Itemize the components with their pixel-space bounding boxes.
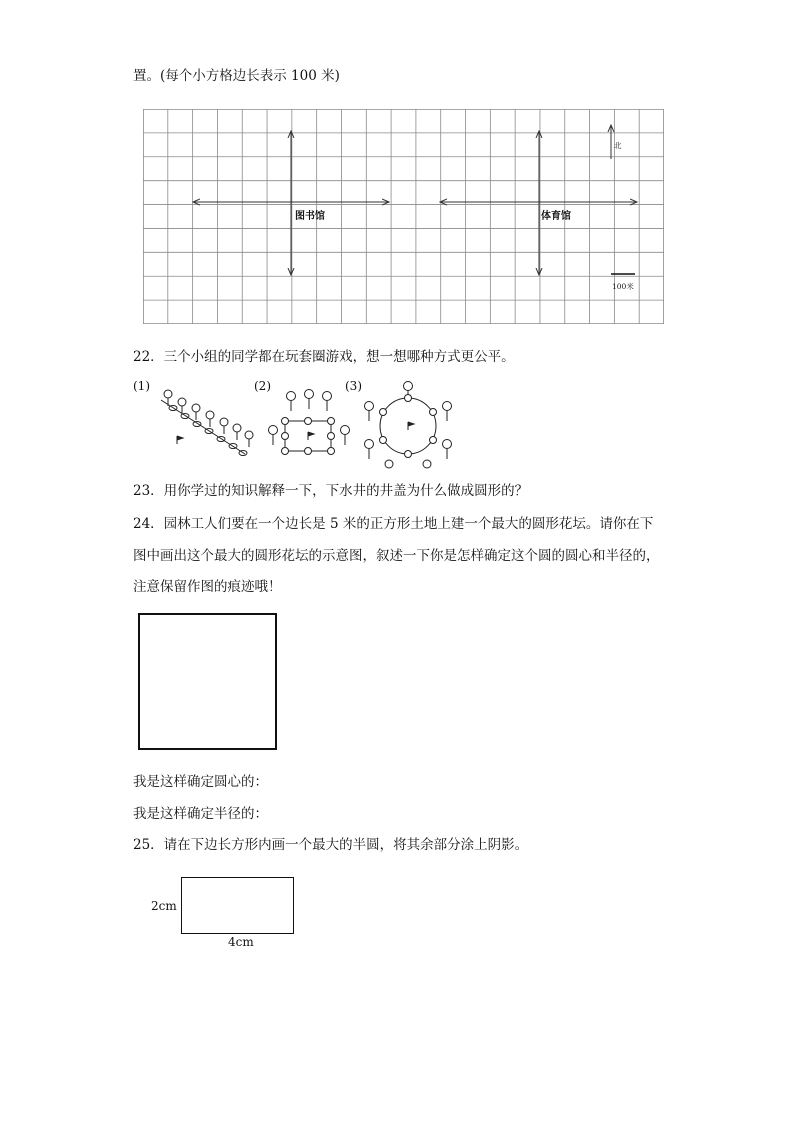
q25-text: 25．请在下边长方形内画一个最大的半圆，将其余部分涂上阴影。 <box>133 837 529 853</box>
grid-drawing <box>143 109 664 324</box>
figures-drawing <box>133 378 463 470</box>
fig3-label: (3) <box>345 379 362 393</box>
square-land[interactable] <box>138 613 277 750</box>
scale-label: 100米 <box>612 282 634 291</box>
fig1-label: (1) <box>133 379 150 393</box>
q23-text: 23．用你学过的知识解释一下，下水井的井盖为什么做成圆形的？ <box>133 483 529 499</box>
rectangle-drawing-area[interactable] <box>181 877 294 934</box>
fig3-flag <box>408 422 414 430</box>
q24-line3: 注意保留作图的痕迹哦！ <box>133 579 282 595</box>
north-label: 北 <box>614 141 622 150</box>
fig1-throw-line <box>161 400 245 454</box>
q24-answer-radius: 我是这样确定半径的： <box>133 806 268 822</box>
fig2-label: (2) <box>254 379 271 393</box>
rect-height-label: 2cm <box>151 899 177 913</box>
q22-text: 22．三个小组的同学都在玩套圈游戏，想一想哪种方式更公平。 <box>133 349 515 365</box>
library-label: 图书馆 <box>295 211 325 222</box>
intro-line: 置。(每个小方格边长表示 100 米) <box>133 68 340 84</box>
ring-toss-illustrations <box>133 378 463 470</box>
q24-line1: 24．园林工人们要在一个边长是 5 米的正方形土地上建一个最大的圆形花坛。请你在下 <box>133 516 654 532</box>
gym-label: 体育馆 <box>541 211 571 222</box>
map-grid <box>143 109 664 324</box>
fig1-flag <box>177 436 183 444</box>
q24-answer-center: 我是这样确定圆心的： <box>133 774 268 790</box>
q24-line2: 图中画出这个最大的圆形花坛的示意图，叙述一下你是怎样确定这个圆的圆心和半径的， <box>133 548 660 564</box>
fig2-flag <box>308 432 314 440</box>
rect-width-label: 4cm <box>228 935 254 949</box>
